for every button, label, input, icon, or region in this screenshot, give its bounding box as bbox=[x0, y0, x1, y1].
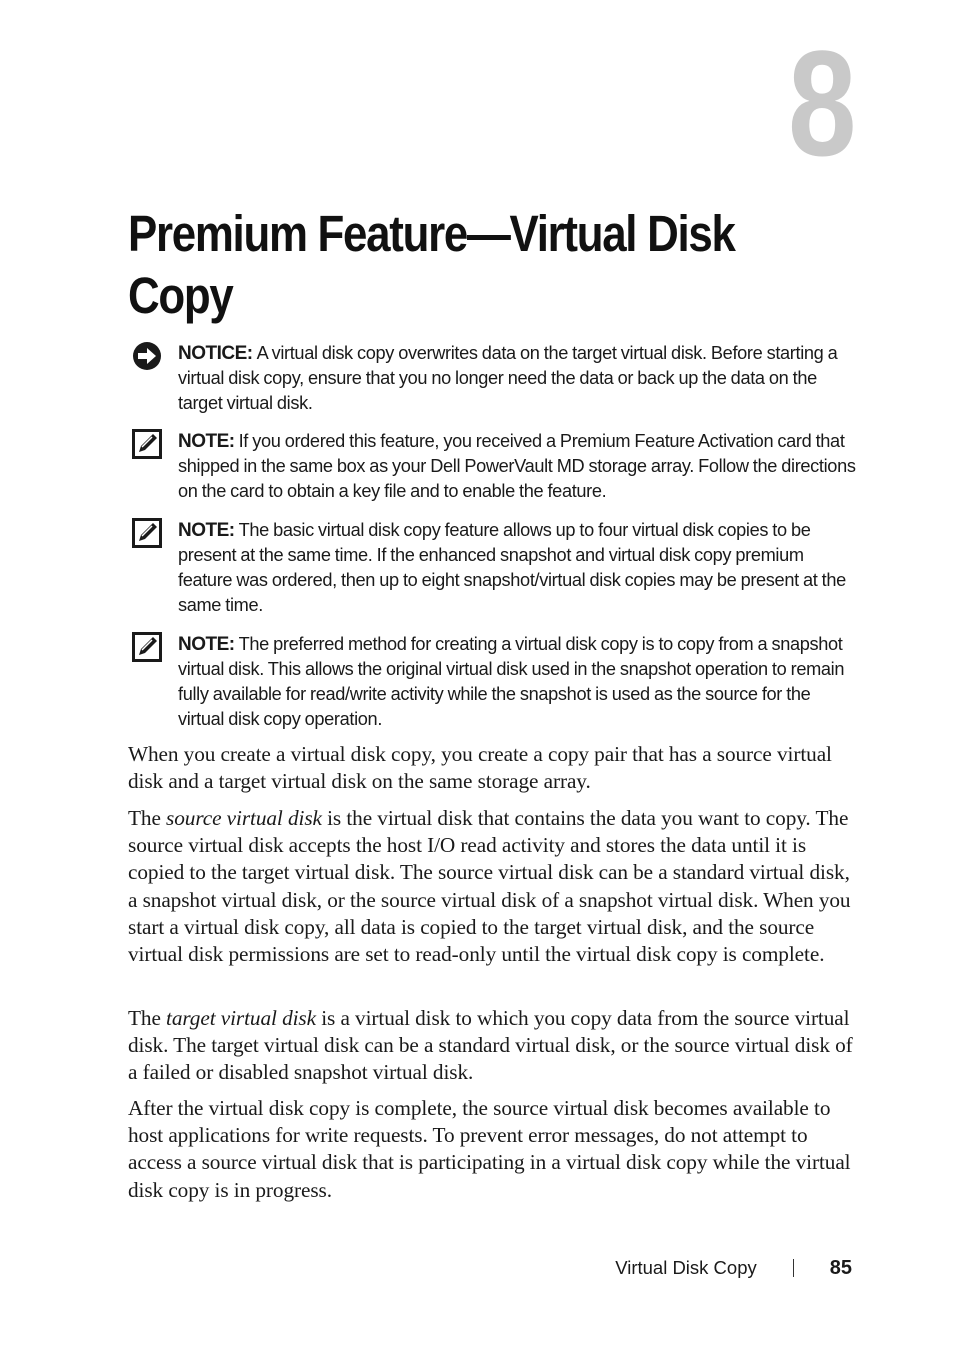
notice-label: NOTICE: bbox=[178, 343, 253, 364]
note-body: The basic virtual disk copy feature allows up to four virtual disk copies to be present at the same time. If the enhanced snapshot and virtual disk copy premium feature was ordered, then up to eight snapshot/virtual disk copies may be present at the same time. bbox=[178, 520, 846, 615]
note-body: If you ordered this feature, you received a Premium Feature Activation card that shipped in the same box as your Dell PowerVault MD storage array. Follow the directions on the card to obtain a key file and to enable the feature. bbox=[178, 431, 856, 501]
note-label: NOTE: bbox=[178, 520, 235, 541]
notice-body: A virtual disk copy overwrites data on the target virtual disk. Before starting a virtual disk copy, ensure that you no longer need the data or back up the data on the target virtual disk. bbox=[178, 343, 838, 413]
page-footer bbox=[615, 1255, 852, 1281]
notice-text bbox=[178, 341, 858, 416]
body-paragraph: After the virtual disk copy is complete, the source virtual disk becomes available to host applications for write requests. To prevent error messages, do not attempt to access a source virtual disk that is participating in a virtual disk copy while the virtual disk copy is in progress. bbox=[128, 1096, 851, 1202]
note-body: The preferred method for creating a virtual disk copy is to copy from a snapshot virtual disk. This allows the original virtual disk used in the snapshot operation to remain fully available for read/write activity while the snapshot is used as the source for the virtual disk copy operation. bbox=[178, 634, 845, 729]
note-block bbox=[128, 429, 858, 504]
note-block bbox=[128, 518, 858, 618]
term-target-virtual-disk: target virtual disk bbox=[166, 1006, 316, 1030]
note-text bbox=[178, 632, 858, 732]
body-paragraph bbox=[128, 1005, 854, 1087]
notice-block bbox=[128, 341, 858, 416]
note-text bbox=[178, 429, 858, 504]
paragraph-rest: is the virtual disk that contains the data you want to copy. The source virtual disk accepts the host I/O read activity and stores the data until it is copied to the target virtual disk. The source virtual disk can be a standard virtual disk, a snapshot virtual disk, or the source virtual disk of a snapshot virtual disk. When you start a virtual disk copy, all data is copied to the target virtual disk, and the source virtual disk permissions are set to read-only until the virtual disk copy is complete. bbox=[128, 806, 851, 967]
note-label: NOTE: bbox=[178, 431, 235, 452]
body-paragraph: When you create a virtual disk copy, you create a copy pair that has a source virtual disk and a target virtual disk on the same storage array. bbox=[128, 742, 832, 794]
paragraph-rest: is a virtual disk to which you copy data from the source virtual disk. The target virtual disk can be a standard virtual disk, or the source virtual disk of a failed or disabled snapshot virtual disk. bbox=[128, 1006, 853, 1085]
pencil-note-icon bbox=[132, 632, 162, 667]
footer-section-title: Virtual Disk Copy bbox=[615, 1257, 757, 1278]
chapter-title: Premium Feature—Virtual Disk Copy bbox=[128, 205, 735, 324]
note-block bbox=[128, 632, 858, 732]
notice-arrow-icon bbox=[132, 341, 162, 376]
pencil-note-icon bbox=[132, 429, 162, 464]
note-label: NOTE: bbox=[178, 634, 235, 655]
paragraph-lead: The bbox=[128, 1006, 167, 1030]
body-paragraph bbox=[128, 805, 854, 968]
term-source-virtual-disk: source virtual disk bbox=[166, 806, 322, 830]
note-text bbox=[178, 518, 858, 618]
pencil-note-icon bbox=[132, 518, 162, 553]
page-number: 85 bbox=[829, 1257, 852, 1279]
chapter-number: 8 bbox=[787, 19, 856, 187]
footer-divider bbox=[793, 1259, 794, 1277]
paragraph-lead: The bbox=[128, 806, 167, 830]
